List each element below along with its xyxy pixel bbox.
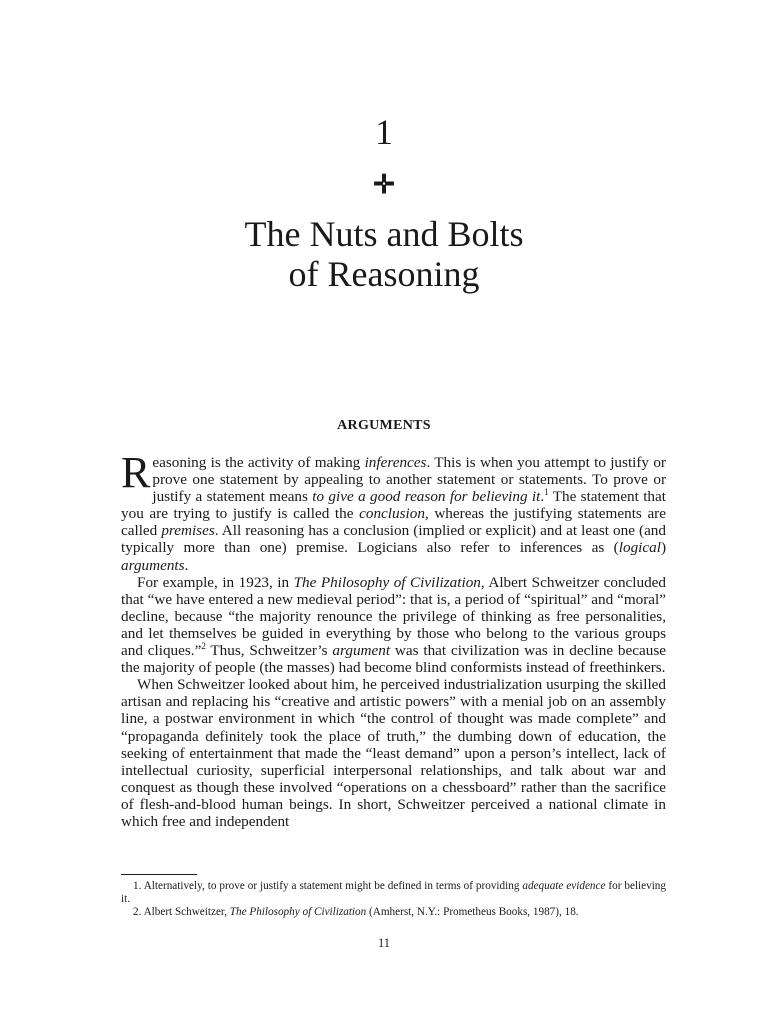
body-text: [121, 448, 667, 830]
paragraph-2-text-d: was that civilization was in decline because the majority of people (the masses) had become blind conformists instead of freethinkers.: [121, 642, 666, 677]
paragraph-2-text-b: , Albert Schweitzer concluded that “we have entered a new medieval period”: that is, a period of “spiritual” and “moral” decline, because “the majority renounce the privilege of thinking as free personalities, and let themselves be guided in everything by those who belong to the various groups and cliques.”: [121, 573, 667, 660]
footnote-1: [121, 880, 666, 906]
footnotes: [121, 880, 666, 919]
chapter-title: [0, 214, 768, 294]
footnote-divider: [121, 874, 197, 875]
paragraph-1-italic-arguments: arguments: [121, 556, 185, 574]
paragraph-1-italic-premises: premises: [161, 522, 215, 540]
footnote-2: [121, 906, 666, 919]
footnote-2-italic: The Philosophy of Civilization: [229, 906, 367, 918]
drop-cap: R: [121, 448, 151, 497]
paragraph-1-text-h: .: [184, 556, 189, 574]
chapter-number: 1: [375, 112, 393, 152]
paragraph-1: [121, 448, 666, 574]
page-number: 11: [377, 936, 391, 950]
paragraph-1-text-a: easoning is the activity of making: [152, 454, 365, 471]
paragraph-3: When Schweitzer looked about him, he perceived industrialization usurping the skilled artisan and replacing his “creative and artistic powers” with a menial job on an assembly line, a postwar environment in which “the control of thought was made complete” and “propaganda definitely took the place of truth,” the dumbing down of education, the seeking of entertainment that made the “least demand” upon a person’s intellect, lack of intellectual curiosity, superficial interpersonal relationships, and talk about war and conquest as though these involved “operations on a chessboard” rather than the sacrifice of flesh-and-blood human beings. In short, Schweitzer perceived a national climate in which free and independent: [121, 676, 666, 830]
paragraph-1-text-f: . All reasoning has a conclusion (implied or explicit) and at least one (and typically more than one) premise. Logicians also refer to inferences as (: [121, 522, 666, 557]
chapter-ornament: ✛: [373, 170, 395, 199]
section-heading: ARGUMENTS: [337, 418, 431, 433]
paragraph-2-text-a: For example, in 1923, in: [137, 573, 294, 591]
paragraph-2: [121, 574, 666, 677]
paragraph-1-italic-conclusion: conclusion: [359, 505, 425, 523]
footnote-ref-2: 2: [201, 640, 206, 651]
paragraph-1-italic-logical: logical: [618, 539, 661, 557]
paragraph-2-italic-book-title: The Philosophy of Civilization: [293, 573, 481, 591]
paragraph-1-text-d: The statement that you are trying to justify is called the: [121, 488, 666, 523]
footnote-1-italic: adequate evidence: [522, 880, 606, 892]
footnote-2-text-b: (Amherst, N.Y.: Prometheus Books, 1987), 18.: [366, 906, 579, 918]
paragraph-1-italic-inferences: inferences: [364, 454, 427, 471]
paragraph-1-text-c: .: [540, 488, 545, 506]
footnote-1-text-a: 1. Alternatively, to prove or justify a statement might be defined in terms of providing: [133, 880, 523, 892]
paragraph-1-text-e: , whereas the justifying statements are called: [121, 505, 666, 540]
paragraph-2-text-c: Thus, Schweitzer’s: [205, 642, 333, 660]
paragraph-2-italic-argument: argument: [332, 642, 391, 660]
chapter-title-line-2: of Reasoning: [288, 254, 480, 294]
paragraph-1-text-g: ): [660, 539, 666, 557]
paragraph-1-text-b: . This is when you attempt to justify or prove one statement by appealing to another statement or statements. To prove or justify a statement means: [152, 454, 666, 506]
paragraph-1-italic-good-reason: to give a good reason for believing it: [312, 488, 541, 506]
footnote-ref-1: 1: [544, 487, 549, 498]
chapter-title-line-1: The Nuts and Bolts: [244, 214, 524, 254]
footnote-1-text-b: for believing it.: [121, 880, 666, 905]
footnote-2-text-a: 2. Albert Schweitzer,: [133, 906, 230, 918]
